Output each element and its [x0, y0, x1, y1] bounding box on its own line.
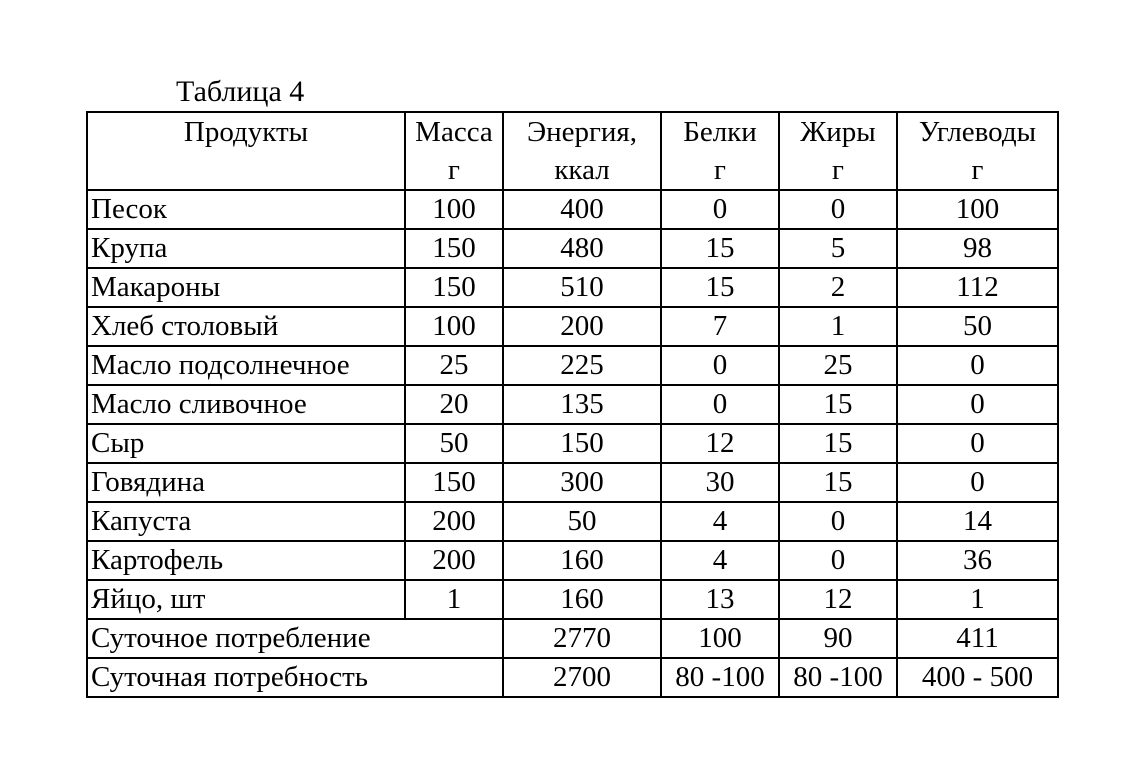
protein-cell: 4: [661, 541, 779, 580]
carbs-cell: 0: [897, 385, 1058, 424]
energy-cell: 510: [503, 268, 661, 307]
table-row: [87, 229, 1058, 268]
table-row: [87, 580, 1058, 619]
carbs-cell: 1: [897, 580, 1058, 619]
carbs-cell: 50: [897, 307, 1058, 346]
protein-cell: 80 -100: [661, 658, 779, 697]
total-label: Суточная потребность: [87, 658, 503, 697]
mass-cell: 200: [405, 502, 503, 541]
energy-cell: 480: [503, 229, 661, 268]
table-row: [87, 385, 1058, 424]
header-row: [87, 112, 1058, 190]
protein-cell: 15: [661, 268, 779, 307]
energy-cell: 150: [503, 424, 661, 463]
energy-cell: 2700: [503, 658, 661, 697]
fat-cell: 25: [779, 346, 897, 385]
header-carbs: Углеводы г: [897, 112, 1058, 190]
fat-cell: 0: [779, 541, 897, 580]
header-products: Продукты: [87, 112, 405, 190]
protein-cell: 0: [661, 346, 779, 385]
header-energy: Энергия, ккал: [503, 112, 661, 190]
fat-cell: 0: [779, 190, 897, 229]
protein-cell: 100: [661, 619, 779, 658]
protein-cell: 15: [661, 229, 779, 268]
total-label: Суточное потребление: [87, 619, 503, 658]
fat-cell: 12: [779, 580, 897, 619]
total-row: [87, 619, 1058, 658]
carbs-cell: 100: [897, 190, 1058, 229]
product-name: Сыр: [87, 424, 405, 463]
total-rows: [87, 619, 1058, 697]
mass-cell: 100: [405, 190, 503, 229]
product-name: Яйцо, шт: [87, 580, 405, 619]
mass-cell: 100: [405, 307, 503, 346]
energy-cell: 135: [503, 385, 661, 424]
table-caption: Таблица 4: [176, 75, 305, 108]
product-rows: [87, 190, 1058, 619]
carbs-cell: 400 - 500: [897, 658, 1058, 697]
table-row: [87, 190, 1058, 229]
fat-cell: 15: [779, 424, 897, 463]
table-row: [87, 346, 1058, 385]
energy-cell: 200: [503, 307, 661, 346]
carbs-cell: 36: [897, 541, 1058, 580]
fat-cell: 15: [779, 385, 897, 424]
mass-cell: 20: [405, 385, 503, 424]
energy-cell: 160: [503, 541, 661, 580]
table-row: [87, 424, 1058, 463]
mass-cell: 1: [405, 580, 503, 619]
carbs-cell: 0: [897, 424, 1058, 463]
fat-cell: 80 -100: [779, 658, 897, 697]
carbs-cell: 411: [897, 619, 1058, 658]
protein-cell: 30: [661, 463, 779, 502]
carbs-cell: 14: [897, 502, 1058, 541]
table-row: [87, 541, 1058, 580]
product-name: Крупа: [87, 229, 405, 268]
energy-cell: 50: [503, 502, 661, 541]
header-mass: Масса г: [405, 112, 503, 190]
protein-cell: 0: [661, 385, 779, 424]
table-row: [87, 463, 1058, 502]
header-protein: Белки г: [661, 112, 779, 190]
fat-cell: 5: [779, 229, 897, 268]
table-row: [87, 268, 1058, 307]
carbs-cell: 112: [897, 268, 1058, 307]
energy-cell: 300: [503, 463, 661, 502]
fat-cell: 2: [779, 268, 897, 307]
mass-cell: 50: [405, 424, 503, 463]
protein-cell: 12: [661, 424, 779, 463]
mass-cell: 25: [405, 346, 503, 385]
mass-cell: 150: [405, 463, 503, 502]
total-row: [87, 658, 1058, 697]
fat-cell: 15: [779, 463, 897, 502]
table-row: [87, 502, 1058, 541]
protein-cell: 0: [661, 190, 779, 229]
fat-cell: 90: [779, 619, 897, 658]
product-name: Хлеб столовый: [87, 307, 405, 346]
energy-cell: 2770: [503, 619, 661, 658]
carbs-cell: 0: [897, 346, 1058, 385]
mass-cell: 150: [405, 229, 503, 268]
product-name: Песок: [87, 190, 405, 229]
protein-cell: 7: [661, 307, 779, 346]
protein-cell: 13: [661, 580, 779, 619]
header-fat: Жиры г: [779, 112, 897, 190]
product-name: Макароны: [87, 268, 405, 307]
carbs-cell: 98: [897, 229, 1058, 268]
product-name: Говядина: [87, 463, 405, 502]
nutrition-table: [86, 111, 1059, 698]
mass-cell: 150: [405, 268, 503, 307]
mass-cell: 200: [405, 541, 503, 580]
product-name: Масло подсолнечное: [87, 346, 405, 385]
protein-cell: 4: [661, 502, 779, 541]
product-name: Капуста: [87, 502, 405, 541]
energy-cell: 160: [503, 580, 661, 619]
product-name: Картофель: [87, 541, 405, 580]
carbs-cell: 0: [897, 463, 1058, 502]
table-row: [87, 307, 1058, 346]
fat-cell: 0: [779, 502, 897, 541]
fat-cell: 1: [779, 307, 897, 346]
energy-cell: 225: [503, 346, 661, 385]
product-name: Масло сливочное: [87, 385, 405, 424]
energy-cell: 400: [503, 190, 661, 229]
